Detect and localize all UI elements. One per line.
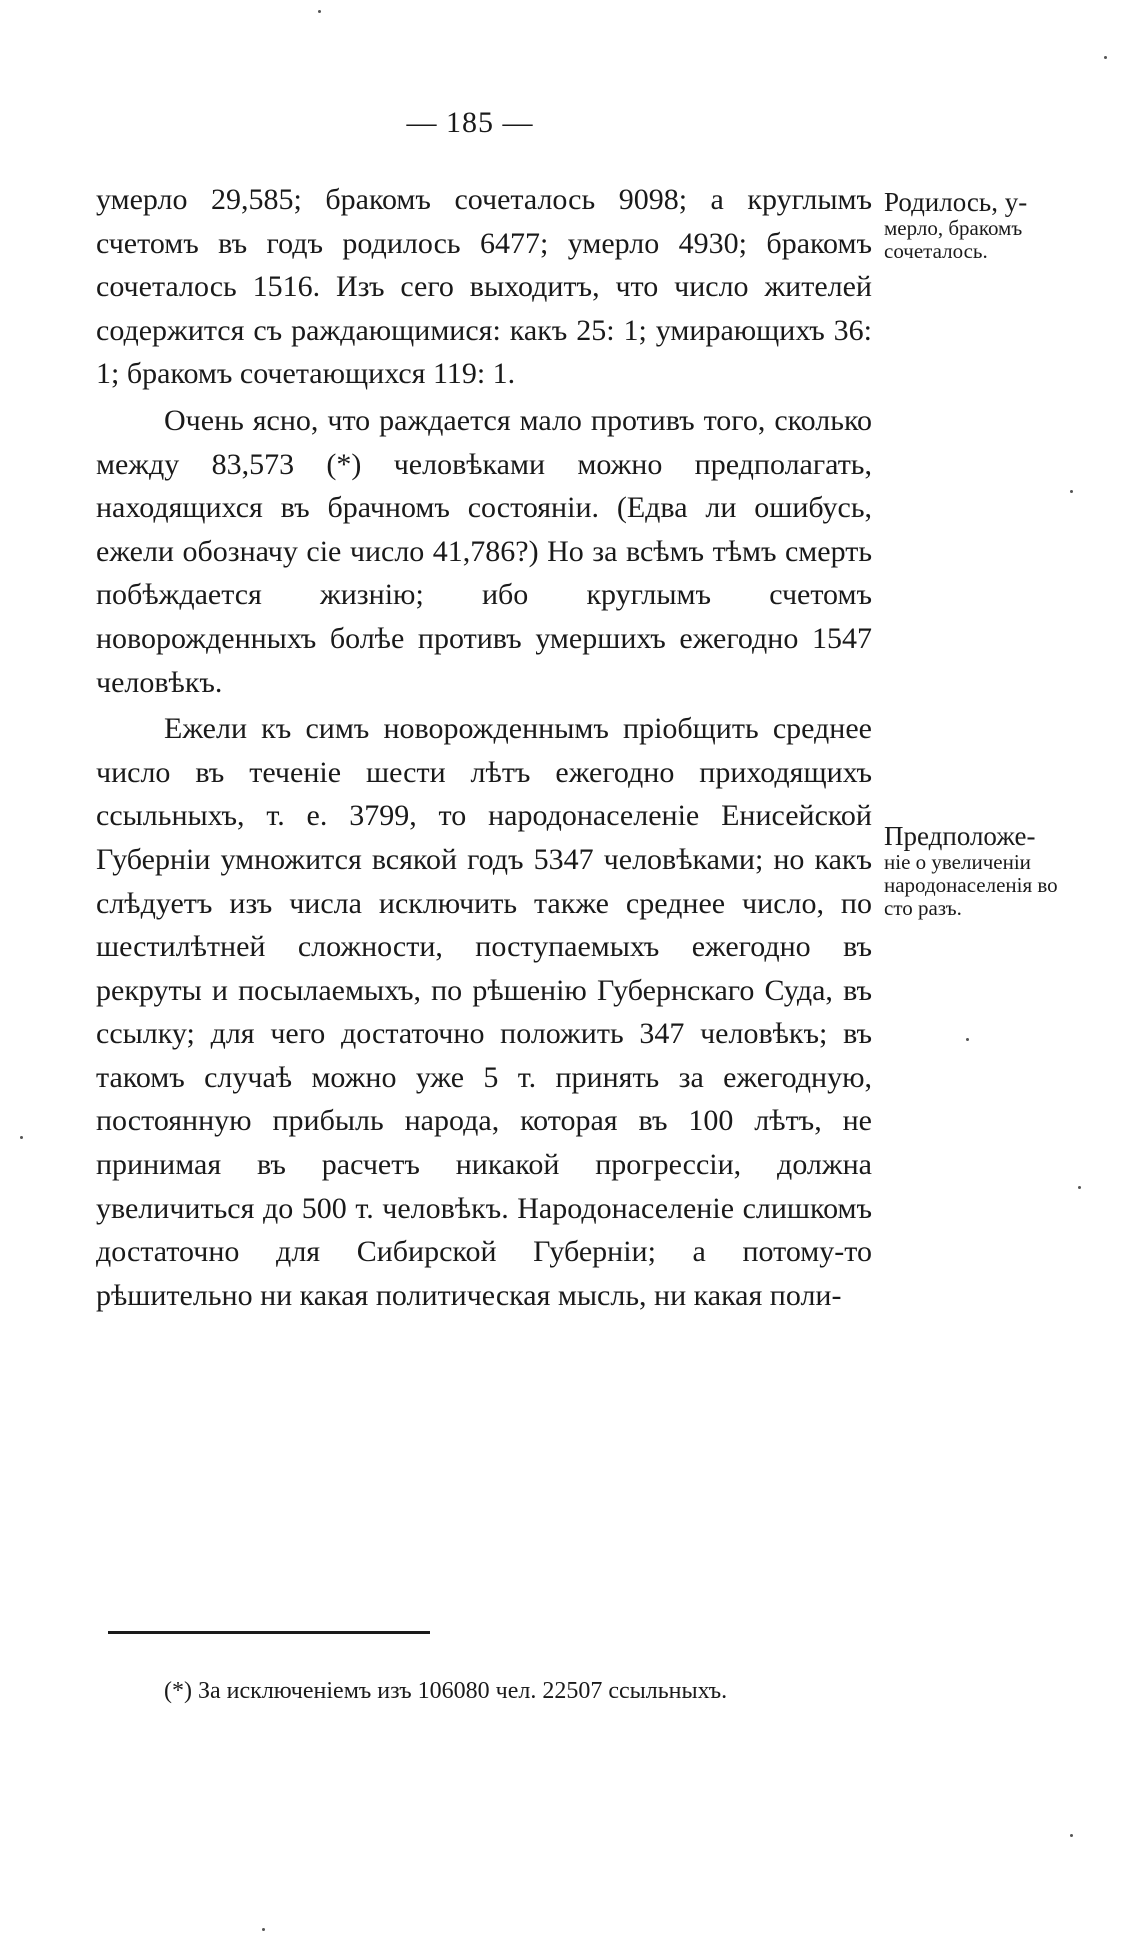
paper-speck — [966, 1038, 969, 1041]
main-text — [96, 178, 872, 1317]
margin-note-births-deaths — [884, 188, 1070, 263]
paragraph-1: умерло 29,585; бракомъ сочеталось 9098; а круглымъ счетомъ въ годъ родилось 6477; умерло 4930; бракомъ сочеталось 1516. Изъ сего выходитъ, что число жителей содержится съ раждающимися: какъ 25: 1; умирающихъ 36: 1; бракомъ сочетающихся 119: 1. — [96, 183, 872, 391]
margin-note-lead: Родилось, у- — [884, 187, 1028, 217]
paper-speck — [1078, 1186, 1081, 1189]
margin-note-population-growth — [884, 822, 1070, 920]
margin-note-body: нiе о увеличенiи народонаселенiя во сто разъ. — [884, 850, 1058, 920]
page-number: — 185 — — [406, 106, 534, 139]
footnote: (*) За исключенiемъ изъ 106080 чел. 22507 ссыльныхъ. — [164, 1678, 728, 1704]
margin-note-lead: Предположе- — [884, 821, 1036, 851]
paper-speck — [262, 1928, 265, 1931]
margin-note-body: мерло, бракомъ сочеталось. — [884, 216, 1023, 263]
paper-speck — [1104, 56, 1107, 59]
paper-speck — [318, 10, 321, 13]
paper-speck — [1070, 490, 1073, 493]
paragraph-3: Ежели къ симъ новорожденнымъ прiобщить среднее число въ теченiе шести лѣтъ ежегодно приходящихъ ссыльныхъ, т. е. 3799, то народонаселенiе Енисейской Губернiи умножится всякой годъ 5347 человѣками; но какъ слѣдуетъ изъ числа исключить также среднее число, по шестилѣтней сложности, поступаемыхъ ежегодно въ рекруты и посылаемыхъ, по рѣшенiю Губернскаго Суда, въ ссылку; для чего достаточно положить 347 человѣкъ; въ такомъ случаѣ можно уже 5 т. принять за ежегодную, постоянную прибыль народа, которая въ 100 лѣтъ, не принимая въ расчетъ никакой прогрессiи, должна увеличиться до 500 т. человѣкъ. Народонаселенiе слишкомъ достаточно для Сибирской Губернiи; а потому-то рѣшительно ни какая политическая мысль, ни какая поли- — [96, 712, 872, 1312]
paper-speck — [1070, 1834, 1073, 1837]
paragraph-2: Очень ясно, что раждается мало противъ того, сколько между 83,573 (*) человѣками можно предполагать, находящихся въ брачномъ состоянiи. (Едва ли ошибусь, ежели обозначу сiе число 41,786?) Но за всѣмъ тѣмъ смерть побѣждается жизнiю; ибо круглымъ счетомъ новорожденныхъ болѣе противъ умершихъ ежегодно 1547 человѣкъ. — [96, 403, 872, 699]
footnote-divider — [108, 1631, 430, 1634]
paper-speck — [20, 1136, 23, 1139]
